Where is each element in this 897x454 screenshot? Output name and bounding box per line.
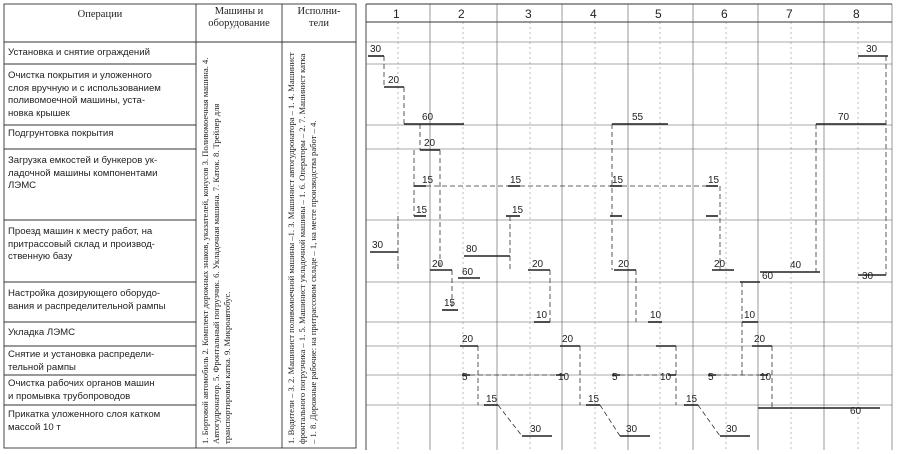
operation-line: ственную базу — [8, 251, 73, 262]
duration-labels — [370, 44, 878, 435]
operation-line: Укладка ЛЭМС — [8, 327, 76, 338]
header-executors — [282, 6, 356, 30]
operation-line: и промывка трубопроводов — [8, 390, 131, 402]
column-number: 7 — [786, 7, 793, 21]
operation-line: массой 10 т — [8, 421, 61, 433]
duration-label: 10 — [744, 310, 756, 321]
duration-label: 15 — [486, 394, 498, 405]
column-number: 2 — [458, 7, 465, 21]
duration-label: 15 — [510, 175, 522, 186]
operation-line: Проезд машин к месту работ, на — [8, 226, 153, 237]
duration-label: 30 — [726, 424, 738, 435]
duration-label: 5 — [612, 372, 618, 383]
operation-line: Установка и снятие ограждений — [8, 47, 150, 58]
operation-row — [8, 47, 194, 60]
duration-label: 70 — [838, 112, 850, 123]
operation-line: Снятие и установка распредели- — [8, 349, 155, 360]
duration-label: 20 — [432, 259, 444, 270]
operation-line: Прикатка уложенного слоя катком — [8, 409, 161, 420]
operation-row — [8, 226, 194, 264]
operation-line: Настройка дозирующего оборудо- — [8, 288, 161, 299]
duration-label: 15 — [686, 394, 698, 405]
column-number: 8 — [853, 7, 860, 21]
column-number: 1 — [393, 7, 400, 21]
operation-line: Очистка рабочих органов машин — [8, 378, 155, 389]
duration-label: 30 — [866, 44, 878, 55]
header-machines — [196, 6, 282, 30]
duration-label: 20 — [618, 259, 630, 270]
operation-line: притрассовый склад и производ- — [8, 238, 155, 250]
column-number: 3 — [525, 7, 532, 21]
duration-label: 30 — [370, 44, 382, 55]
header-executors-line2: тели — [308, 18, 330, 29]
duration-label: 60 — [462, 267, 474, 278]
duration-label: 15 — [588, 394, 600, 405]
operation-row — [8, 349, 194, 374]
column-number: 4 — [590, 7, 597, 21]
duration-label: 15 — [512, 205, 524, 216]
duration-label: 60 — [422, 112, 434, 123]
operation-line: новка крышек — [8, 107, 70, 119]
duration-label: 10 — [558, 372, 570, 383]
operation-line: слоя вручную и с использованием — [8, 82, 161, 94]
operation-row — [8, 128, 194, 141]
duration-label: 10 — [536, 310, 548, 321]
duration-label: 20 — [532, 259, 544, 270]
duration-label: 20 — [388, 75, 400, 86]
time-grid — [366, 4, 892, 450]
duration-label: 5 — [462, 372, 468, 383]
duration-label: 30 — [862, 271, 874, 282]
duration-label: 80 — [466, 244, 478, 255]
operation-line: ладочной машины компонентами — [8, 167, 158, 179]
duration-label: 20 — [714, 259, 726, 270]
column-number: 6 — [721, 7, 728, 21]
header-executors-line1: Исполни- — [297, 6, 341, 17]
machines-list: 1. Бортовой автомобиль 2. Комплект дорожных знаков, указателей, конусов 3. Поливомоечная машина. 4. Автогудронатор. 5. Фронтальный погрузчик. 6. Укладочная машина. 7. Каток. 8. Трейлер для транспортировки катка. 9. Микроавтобус. — [200, 57, 232, 444]
duration-label: 30 — [372, 240, 384, 251]
duration-label: 20 — [562, 334, 574, 345]
column-number: 5 — [655, 7, 662, 21]
operation-row — [8, 327, 194, 340]
duration-label: 15 — [422, 175, 434, 186]
duration-label: 60 — [850, 406, 862, 417]
duration-label: 15 — [612, 175, 624, 186]
duration-label: 15 — [708, 175, 720, 186]
duration-label: 60 — [762, 271, 774, 282]
header-machines-line1: Машины и — [214, 6, 264, 17]
duration-label: 10 — [760, 372, 772, 383]
duration-label: 40 — [790, 260, 802, 271]
duration-label: 20 — [424, 138, 436, 149]
duration-label: 20 — [462, 334, 474, 345]
duration-label: 15 — [416, 205, 428, 216]
operation-line: ЛЭМС — [8, 180, 37, 191]
operation-row — [8, 70, 194, 120]
operation-line: Загрузка емкостей и бункеров ук- — [8, 155, 158, 166]
operation-row — [8, 378, 194, 403]
column-numbers — [393, 7, 860, 21]
duration-label: 30 — [626, 424, 638, 435]
header-machines-line2: оборудование — [208, 18, 270, 29]
operation-line: Подгрунтовка покрытия — [8, 128, 114, 139]
header-operations: Операции — [77, 9, 123, 20]
duration-label: 10 — [650, 310, 662, 321]
operation-row — [8, 288, 194, 313]
operation-line: вания и распределительной рампы — [8, 300, 166, 312]
operation-line: Очистка покрытия и уложенного — [8, 70, 152, 81]
operation-row — [8, 409, 194, 434]
duration-label: 30 — [530, 424, 542, 435]
operation-row — [8, 155, 194, 193]
duration-label: 15 — [444, 298, 456, 309]
operation-line: тельной рампы — [8, 361, 76, 373]
duration-label: 5 — [708, 372, 714, 383]
duration-label: 55 — [632, 112, 644, 123]
executors-list: 1. Водители – 3. 2. Машинист поливомоечной машины –1. 3. Машинист автогудронатора – 1. 4. Машинист фронтального погрузчика – 1. 5. Машинист укладочной машины – 1. 6. Операторы – 2. 7. Машинист катка – 1. 8. Дорожные рабочие: на притрассовом складе – 1, на месте производства работ – 4. — [286, 52, 318, 444]
operation-line: поливомоечной машины, уста- — [8, 95, 146, 106]
duration-label: 20 — [754, 334, 766, 345]
duration-label: 10 — [660, 372, 672, 383]
